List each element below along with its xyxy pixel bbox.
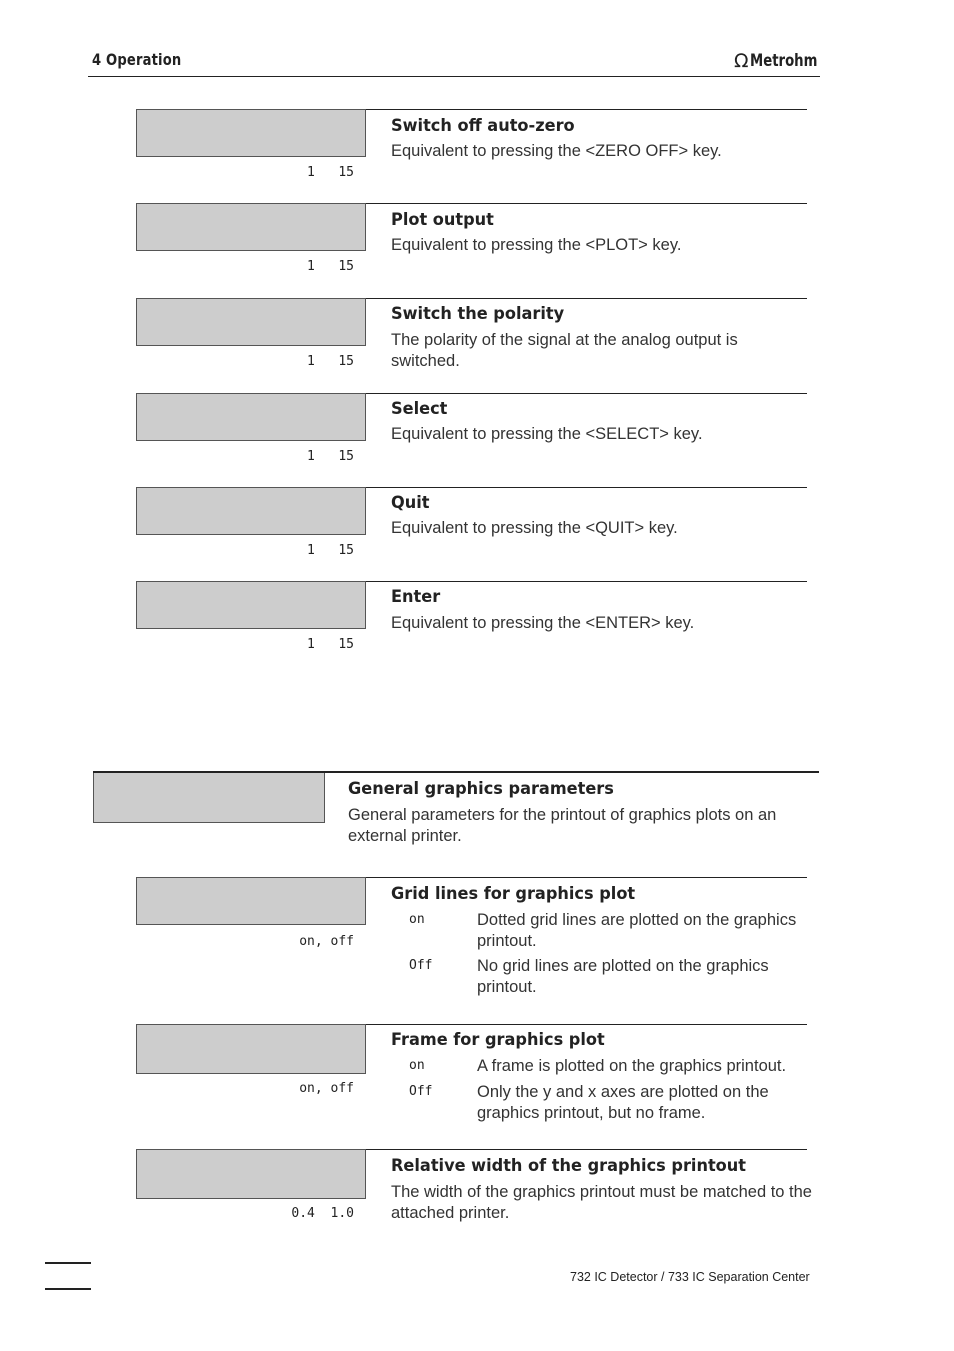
display-box	[136, 203, 366, 251]
display-box	[136, 109, 366, 157]
entry-rule	[366, 203, 807, 204]
entry-title: Plot output	[391, 210, 494, 230]
entry-rule	[366, 1149, 807, 1150]
section-rule	[93, 771, 819, 773]
entry-rule	[366, 298, 807, 299]
entry-desc: Equivalent to pressing the <SELECT> key.	[391, 425, 703, 443]
display-box	[136, 393, 366, 441]
entry-range: 1 15	[307, 259, 354, 274]
entry-range: 1 15	[307, 354, 354, 369]
option-text: Dotted grid lines are plotted on the graphics printout.	[477, 911, 797, 950]
entry-rule	[366, 877, 807, 878]
display-box	[136, 298, 366, 346]
option-text: Only the y and x axes are plotted on the graphics printout, but no frame.	[477, 1083, 769, 1122]
entry-rule	[366, 393, 807, 394]
display-box	[136, 581, 366, 629]
margin-line-bottom	[45, 1288, 91, 1290]
header-rule	[88, 76, 820, 77]
entry-range: on, off	[299, 934, 354, 949]
footer-product: 732 IC Detector / 733 IC Separation Center	[570, 1270, 810, 1284]
entry-title: General graphics parameters	[348, 779, 614, 799]
entry-switch-off-auto-zero	[136, 109, 808, 189]
section-header: 4 Operation	[92, 50, 182, 69]
entry-desc: Equivalent to pressing the <QUIT> key.	[391, 519, 678, 537]
option-key: Off	[409, 958, 433, 973]
entry-title: Enter	[391, 587, 441, 607]
omega-icon: Ω	[734, 49, 749, 72]
display-box	[93, 771, 325, 823]
entry-title: Relative width of the graphics printout	[391, 1156, 747, 1176]
display-box	[136, 1149, 366, 1199]
entry-plot-output	[136, 203, 808, 283]
option-text: No grid lines are plotted on the graphics printout.	[477, 957, 769, 996]
entry-rule	[366, 487, 807, 488]
entry-range: 1 15	[307, 637, 354, 652]
display-box	[136, 877, 366, 925]
entry-select	[136, 393, 808, 473]
entry-title: Switch the polarity	[391, 304, 565, 324]
entry-desc: General parameters for the printout of graphics plots on an external printer.	[348, 806, 777, 845]
entry-quit	[136, 487, 808, 567]
entry-range: 1 15	[307, 449, 354, 464]
entry-title: Grid lines for graphics plot	[391, 884, 636, 904]
entry-desc: The polarity of the signal at the analog output is switched.	[391, 331, 738, 370]
entry-rule	[366, 1024, 807, 1025]
entry-enter	[136, 581, 808, 661]
entry-range: 0.4 1.0	[291, 1206, 354, 1221]
display-box	[136, 487, 366, 535]
display-box	[136, 1024, 366, 1074]
option-text: A frame is plotted on the graphics printout.	[477, 1057, 787, 1075]
entry-general-graphics	[93, 771, 820, 851]
entry-range: on, off	[299, 1081, 354, 1096]
logo-text: Metrohm	[749, 51, 817, 71]
option-list	[391, 1056, 831, 1136]
entry-grid-lines	[136, 877, 816, 1007]
entry-frame	[136, 1024, 816, 1134]
entry-switch-polarity	[136, 298, 808, 378]
option-key: on	[409, 912, 425, 927]
entry-desc: Equivalent to pressing the <PLOT> key.	[391, 236, 682, 254]
margin-line-top	[45, 1262, 91, 1264]
metrohm-logo	[734, 50, 836, 72]
entry-title: Quit	[391, 493, 430, 513]
option-key: on	[409, 1058, 425, 1073]
entry-title: Switch off auto-zero	[391, 116, 575, 136]
entry-desc: The width of the graphics printout must be matched to the attached printer.	[391, 1183, 812, 1222]
entry-range: 1 15	[307, 543, 354, 558]
entry-rule	[366, 109, 807, 110]
entry-rule	[366, 581, 807, 582]
entry-desc: Equivalent to pressing the <ZERO OFF> key.	[391, 142, 722, 160]
entry-desc: Equivalent to pressing the <ENTER> key.	[391, 614, 695, 632]
option-key: Off	[409, 1084, 433, 1099]
entry-title: Frame for graphics plot	[391, 1030, 605, 1050]
entry-title: Select	[391, 399, 448, 419]
option-list	[391, 910, 831, 1010]
entry-range: 1 15	[307, 165, 354, 180]
entry-relative-width	[136, 1149, 816, 1229]
